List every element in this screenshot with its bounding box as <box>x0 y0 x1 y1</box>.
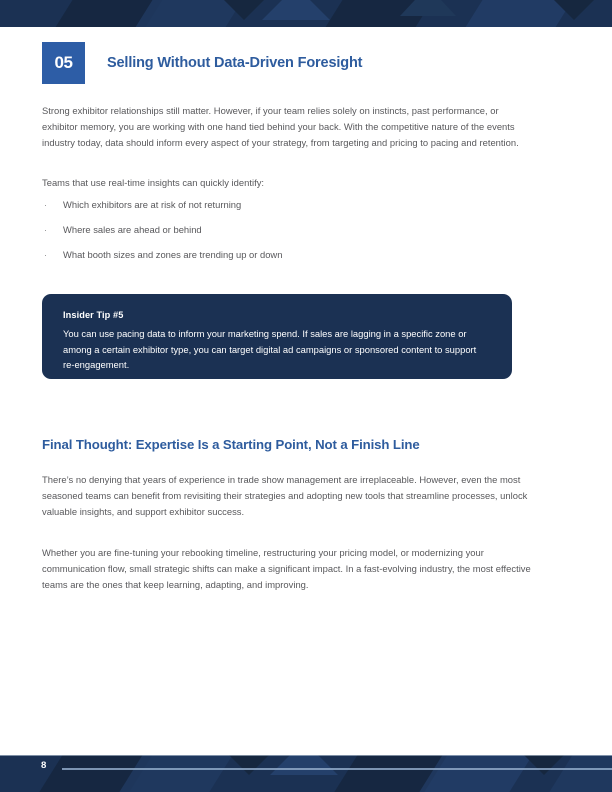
footer-pattern-shape <box>270 755 338 775</box>
footer-divider-rule <box>62 768 612 770</box>
final-thought-paragraph-one: There’s no denying that years of experience in trade show management are irreplaceable. However, even the most seasoned teams can benefit from revisiting their strategies and adopting new tools that streamline processes, unlock valuable insights, and support exhibitor success. <box>42 474 528 518</box>
header-pattern-shape <box>540 0 608 20</box>
list-item <box>42 197 482 222</box>
list-item <box>42 247 482 272</box>
insights-bullet-list <box>42 197 482 272</box>
insider-tip-body: You can use pacing data to inform your marketing spend. If sales are lagging in a specific zone or among a certain exhibitor type, you can target digital ad campaigns or sponsored content to support re-engagement. <box>63 328 477 371</box>
insider-tip-callout <box>42 294 512 379</box>
header-pattern-shape <box>262 0 330 20</box>
header-decorative-band <box>0 0 612 27</box>
list-item-label: What booth sizes and zones are trending up or down <box>63 249 283 260</box>
final-thought-paragraph-two: Whether you are fine-tuning your rebooking timeline, restructuring your pricing model, or modernizing your communication flow, small strategic shifts can make a significant impact. In a fast-evolving industry, the most effective teams are the ones that keep learning, adapting, and improving. <box>42 547 531 591</box>
section-title-row <box>42 42 362 84</box>
section-number-badge: 05 <box>42 42 85 84</box>
insider-tip-title: Insider Tip #5 <box>63 310 124 320</box>
footer-decorative-band <box>0 755 612 792</box>
list-item-label: Where sales are ahead or behind <box>63 224 202 235</box>
list-item <box>42 222 482 247</box>
bullet-icon: · <box>44 225 47 235</box>
page-content <box>0 27 612 755</box>
bullet-icon: · <box>44 250 47 260</box>
intro-paragraph: Strong exhibitor relationships still matter. However, if your team relies solely on instincts, past performance, or exhibitor memory, you are working with one hand tied behind your back. With the competitive nature of the events industry today, data should inform every aspect of your strategy, from targeting and pricing to pacing and retention. <box>42 105 519 149</box>
bullet-icon: · <box>44 200 47 210</box>
page-number: 8 <box>41 760 47 771</box>
list-lead-in-paragraph: Teams that use real-time insights can quickly identify: <box>42 177 265 188</box>
list-item-label: Which exhibitors are at risk of not returning <box>63 199 242 210</box>
section-title: Selling Without Data-Driven Foresight <box>107 55 363 71</box>
final-thought-heading: Final Thought: Expertise Is a Starting Point, Not a Finish Line <box>42 437 420 452</box>
header-pattern-shape <box>400 0 456 16</box>
